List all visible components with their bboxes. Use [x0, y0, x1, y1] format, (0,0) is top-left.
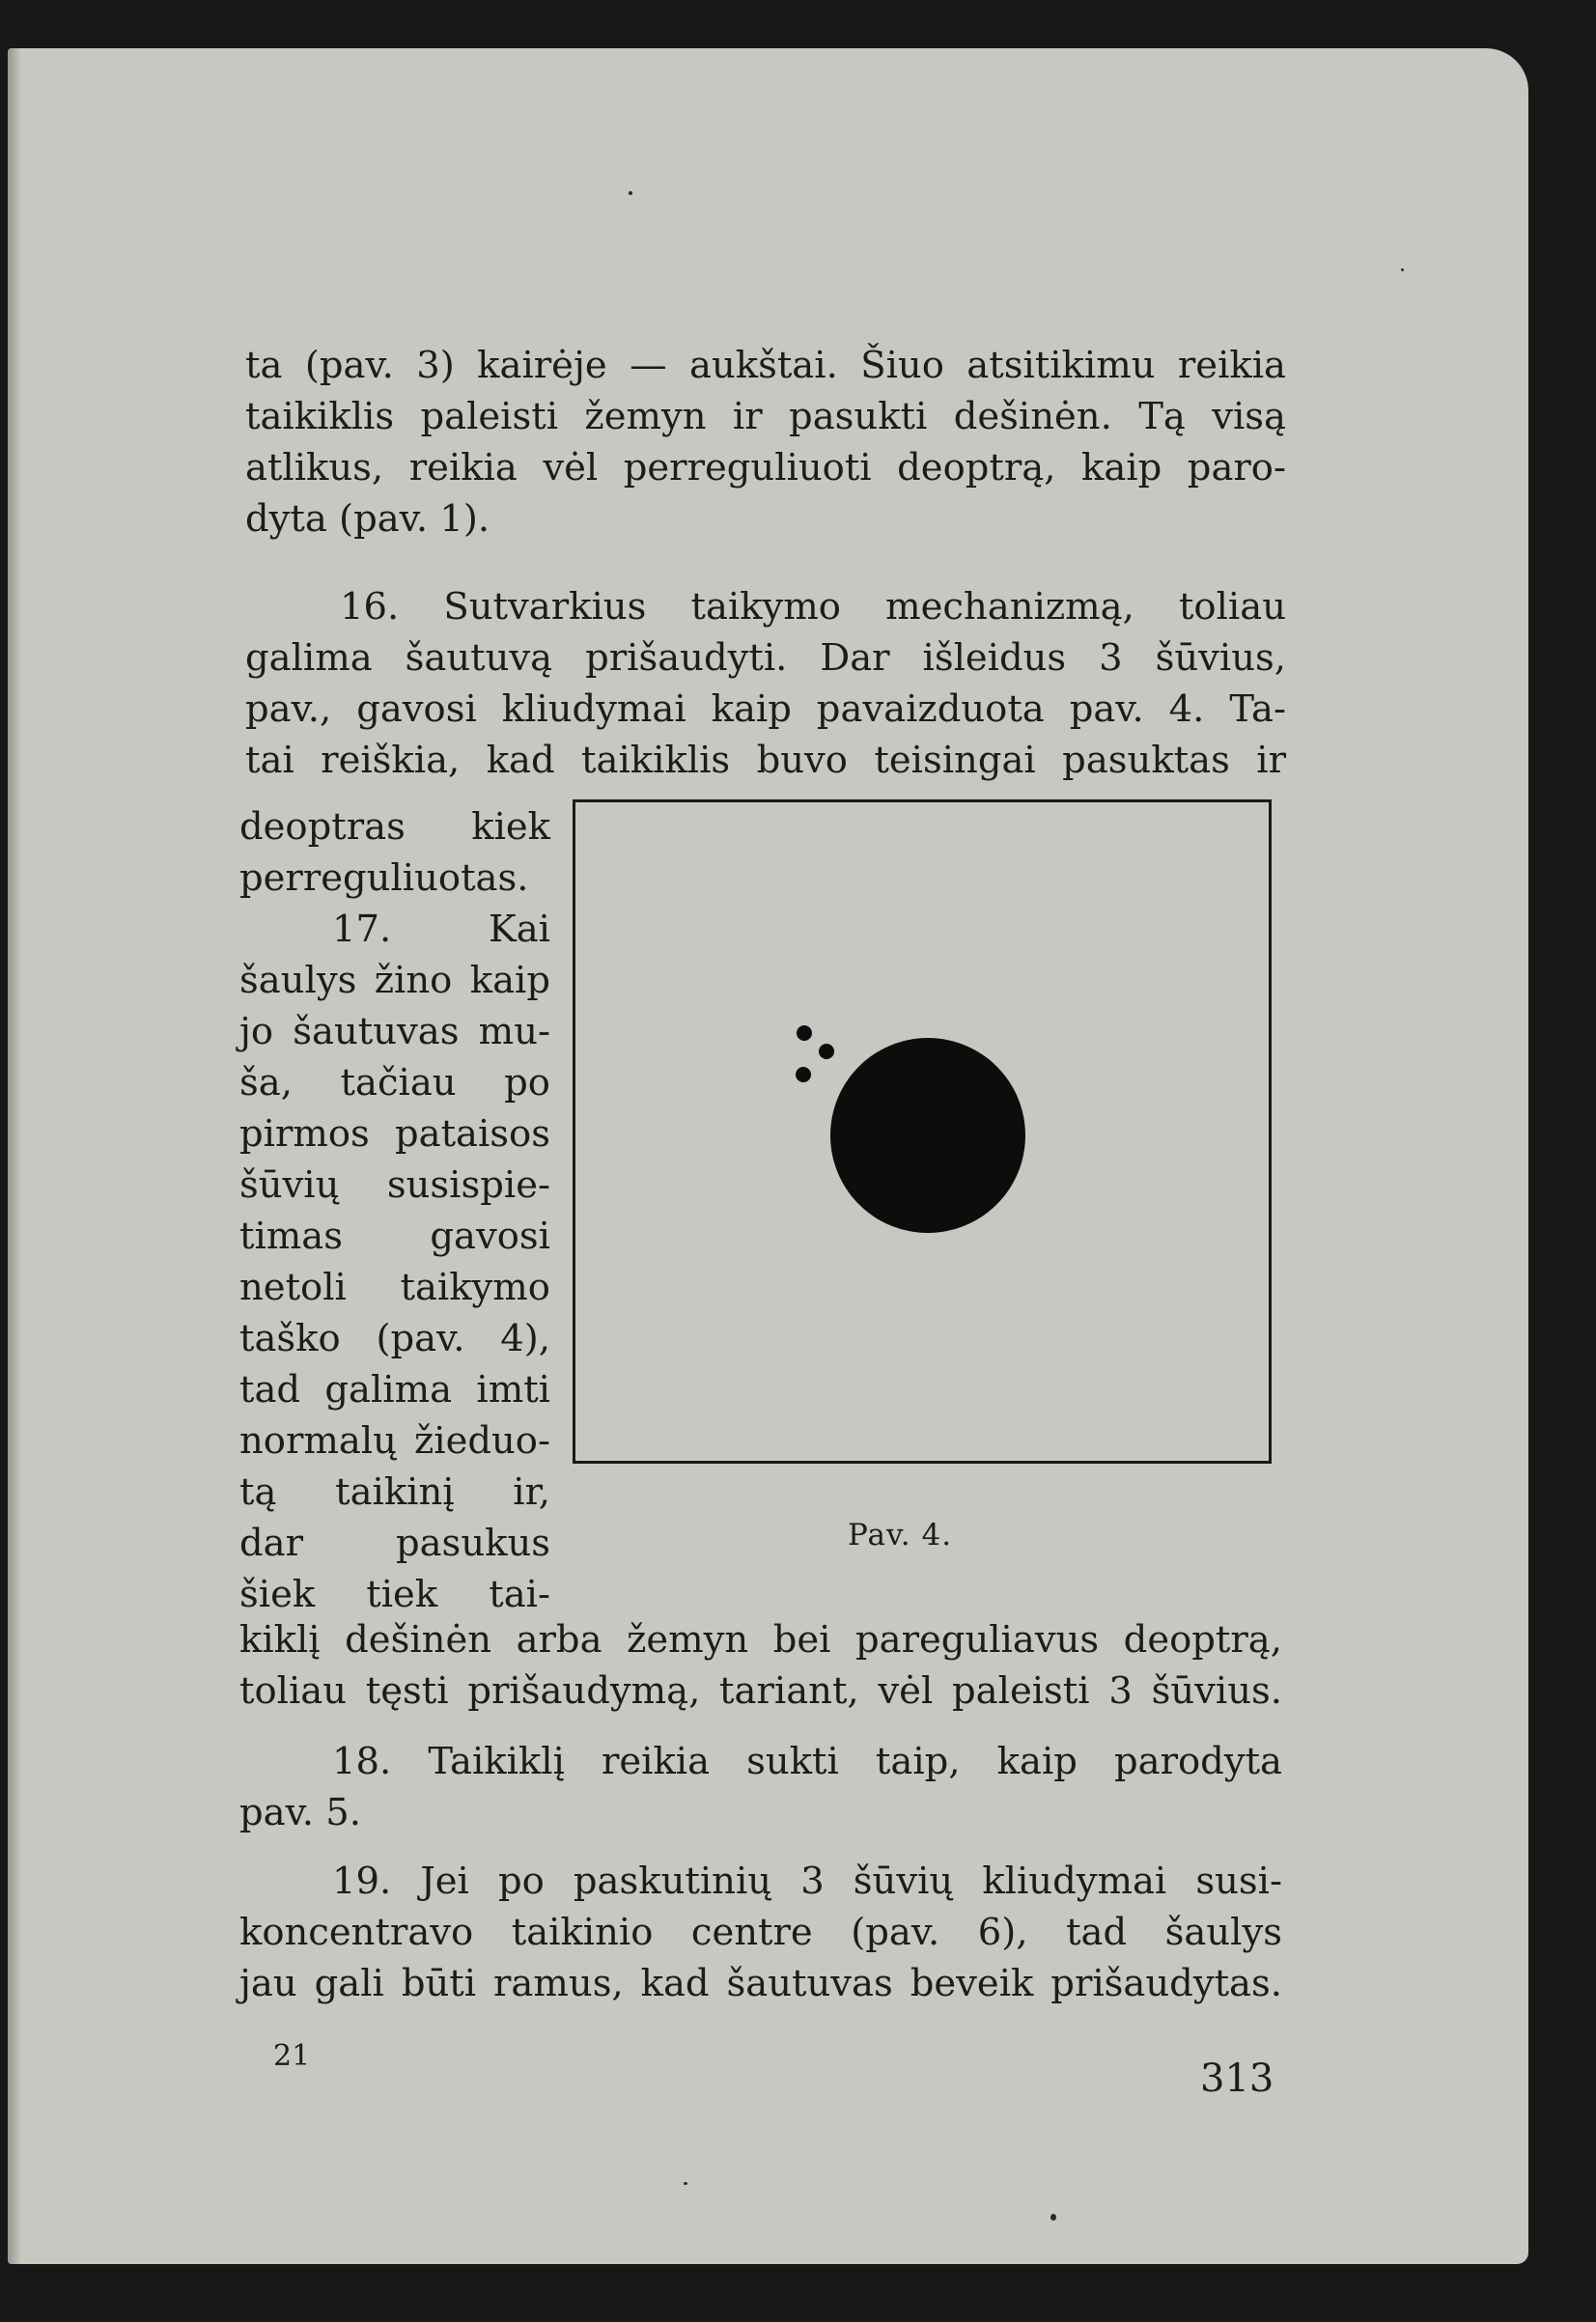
- text-line: pirmos pataisos: [239, 1112, 550, 1156]
- text-line: timas gavosi: [239, 1215, 550, 1258]
- shot-hole: [819, 1044, 834, 1059]
- target-diagram: [575, 802, 1269, 1461]
- text-line: pav., gavosi kliudymai kaip pavaizduota pav. 4. Ta-: [245, 687, 1286, 731]
- text-line: ša, tačiau po: [239, 1061, 550, 1105]
- page-number: 313: [1200, 2056, 1274, 2101]
- text-line: perreguliuotas.: [239, 856, 529, 900]
- text-line: jo šautuvas mu-: [239, 1010, 550, 1053]
- paragraph-top: [245, 340, 1286, 545]
- signature-mark: 21: [273, 2039, 311, 2073]
- text-line: tą taikinį ir,: [239, 1470, 550, 1514]
- text-line: jau gali būti ramus, kad šautuvas beveik prišaudytas.: [239, 1962, 1282, 2005]
- text-line: galima šautuvą prišaudyti. Dar išleidus 3 šūvius,: [245, 636, 1286, 680]
- paper-speck: [684, 2182, 687, 2185]
- text-line: 16. Sutvarkius taikymo mechanizmą, toliau: [340, 585, 1286, 629]
- text-line: taikiklis paleisti žemyn ir pasukti dešinėn. Tą visą: [245, 395, 1286, 438]
- text-line: šūvių susispie-: [239, 1163, 550, 1207]
- paper-speck: [1401, 268, 1404, 271]
- paragraph-16: [245, 581, 1286, 786]
- shot-hole: [797, 1025, 812, 1041]
- text-line: koncentravo taikinio centre (pav. 6), tad šaulys: [239, 1911, 1282, 1954]
- text-line: pav. 5.: [239, 1791, 361, 1834]
- page-edge-shadow: [8, 48, 21, 2264]
- text-line: 17. Kai: [332, 908, 550, 951]
- text-line: tai reiškia, kad taikiklis buvo teisingai pasuktas ir: [245, 739, 1286, 782]
- shot-hole: [796, 1067, 811, 1082]
- text-line: kiklį dešinėn arba žemyn bei pareguliavus deoptrą,: [239, 1618, 1282, 1662]
- paragraph-17-narrow: [239, 801, 550, 1620]
- paper-speck: [629, 191, 632, 195]
- text-line: dyta (pav. 1).: [245, 497, 490, 541]
- text-line: tad galima imti: [239, 1368, 550, 1412]
- text-line: normalų žieduo-: [239, 1419, 550, 1463]
- paragraph-19: [239, 1856, 1282, 2009]
- text-line: 18. Taikiklį reikia sukti taip, kaip parodyta: [332, 1740, 1282, 1783]
- figure-target-pav4: [573, 799, 1272, 1464]
- text-line: taško (pav. 4),: [239, 1317, 550, 1360]
- text-line: dar pasukus: [239, 1522, 550, 1565]
- paragraph-18: [239, 1736, 1282, 1838]
- text-line: ta (pav. 3) kairėje — aukštai. Šiuo atsitikimu reikia: [245, 344, 1286, 387]
- text-line: šiek tiek tai-: [239, 1573, 550, 1616]
- paragraph-17-continued: [239, 1614, 1282, 1717]
- figure-caption: Pav. 4.: [848, 1518, 953, 1553]
- text-line: 19. Jei po paskutinių 3 šūvių kliudymai susi-: [332, 1860, 1282, 1903]
- book-page: [8, 48, 1528, 2264]
- text-line: deoptras kiek: [239, 805, 550, 849]
- text-line: toliau tęsti prišaudymą, tariant, vėl paleisti 3 šūvius.: [239, 1669, 1282, 1713]
- text-line: šaulys žino kaip: [239, 959, 550, 1002]
- text-line: netoli taikymo: [239, 1266, 550, 1309]
- target-bullseye: [830, 1038, 1025, 1233]
- paper-speck: [1050, 2214, 1056, 2221]
- text-line: atlikus, reikia vėl perreguliuoti deoptrą, kaip paro-: [245, 446, 1286, 490]
